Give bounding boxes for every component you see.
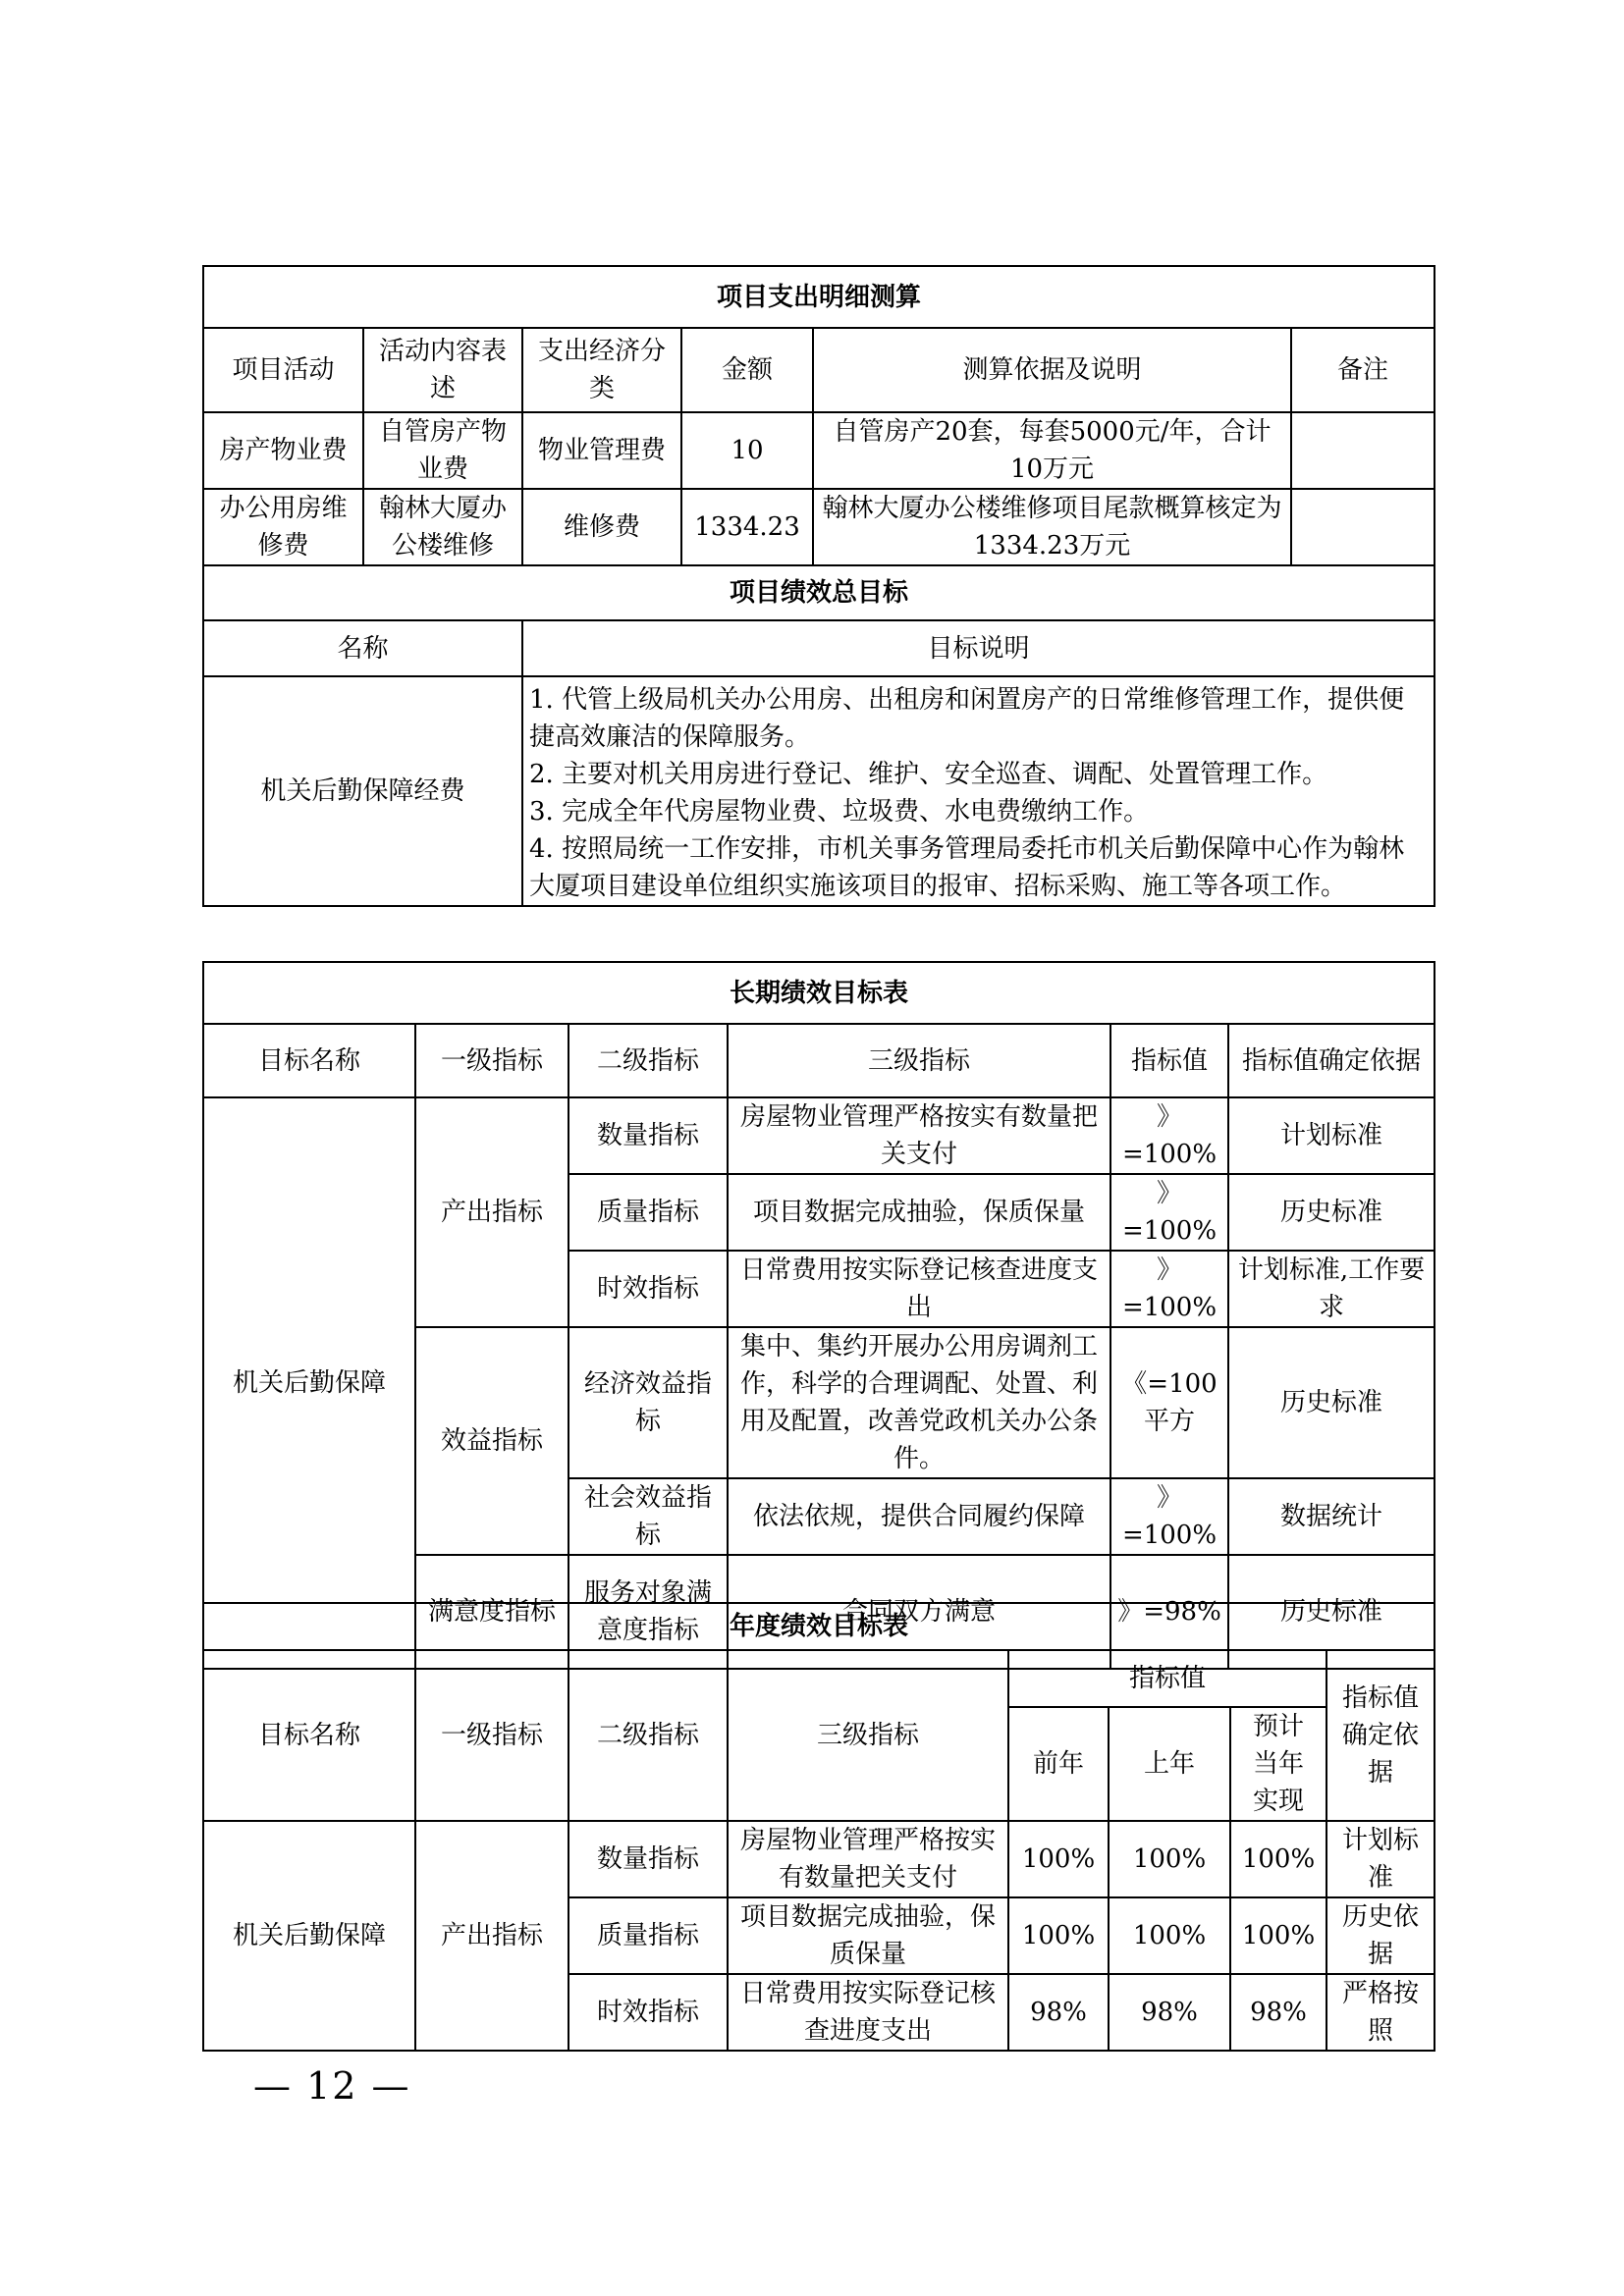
- prev-year-value: 100%: [1008, 1821, 1109, 1897]
- cell-remark: [1291, 489, 1435, 565]
- goal-name: 机关后勤保障: [203, 1097, 415, 1669]
- level1-satisfaction: 满意度指标: [415, 1555, 568, 1669]
- header-remark: 备注: [1291, 328, 1435, 412]
- goal-line: 3. 完成全年代房屋物业费、垃圾费、水电费缴纳工作。: [529, 797, 1150, 827]
- value: 》=100%: [1110, 1251, 1228, 1327]
- goal-line: 1. 代管上级局机关办公用房、出租房和闲置房产的日常维修管理工作，提供便捷高效廉洁的保障服务。: [529, 685, 1405, 752]
- header-level3: 三级指标: [728, 1650, 1008, 1821]
- expected-value: 100%: [1230, 1821, 1326, 1897]
- cell-content: 自管房产物业费: [363, 412, 522, 489]
- level3: 项目数据完成抽验，保质保量: [728, 1174, 1110, 1251]
- overall-name: 机关后勤保障经费: [203, 676, 522, 906]
- header-basis: 指标值确定依据: [1326, 1650, 1435, 1821]
- cell-activity: 办公用房维修费: [203, 489, 363, 565]
- last-year-value: 100%: [1109, 1821, 1230, 1897]
- header-value: 指标值: [1008, 1650, 1326, 1707]
- cell-remark: [1291, 412, 1435, 489]
- level2: 社会效益指标: [568, 1478, 728, 1555]
- overall-goal-title: 项目绩效总目标: [203, 565, 1435, 620]
- goal-line: 4. 按照局统一工作安排，市机关事务管理局委托市机关后勤保障中心作为翰林大厦项目建设单位组织实施该项目的报审、招标采购、施工等各项工作。: [529, 834, 1405, 901]
- overall-description: [522, 676, 1435, 906]
- prev-year-value: 98%: [1008, 1974, 1109, 2051]
- basis: 计划标准,工作要求: [1228, 1251, 1435, 1327]
- basis: 计划标准: [1228, 1097, 1435, 1174]
- header-value: 指标值: [1110, 1024, 1228, 1097]
- budget-detail-table: [202, 265, 1435, 907]
- header-expected: 预计当年实现: [1230, 1707, 1326, 1821]
- header-level3: 三级指标: [728, 1024, 1110, 1097]
- header-level2: 二级指标: [568, 1650, 728, 1821]
- header-goal-name: 目标名称: [203, 1024, 415, 1097]
- table-row: [203, 1097, 1435, 1174]
- basis: 历史标准: [1228, 1174, 1435, 1251]
- last-year-value: 98%: [1109, 1974, 1230, 2051]
- table-row: [203, 412, 1435, 489]
- overall-name-header: 名称: [203, 620, 522, 676]
- level3: 房屋物业管理严格按实有数量把关支付: [728, 1821, 1008, 1897]
- basis: 历史标准: [1228, 1327, 1435, 1478]
- goal-name: 机关后勤保障: [203, 1821, 415, 2051]
- header-amount: 金额: [681, 328, 813, 412]
- level2: 经济效益指标: [568, 1327, 728, 1478]
- level2: 数量指标: [568, 1097, 728, 1174]
- longterm-goal-table: [202, 961, 1435, 1670]
- level1-output: 产出指标: [415, 1097, 568, 1327]
- annual-goal-table: [202, 1602, 1435, 2052]
- value: 》=100%: [1110, 1097, 1228, 1174]
- level2: 数量指标: [568, 1821, 728, 1897]
- prev-year-value: 100%: [1008, 1897, 1109, 1974]
- budget-title: 项目支出明细测算: [203, 266, 1435, 328]
- basis: 计划标准: [1326, 1821, 1435, 1897]
- annual-title: 年度绩效目标表: [203, 1603, 1435, 1650]
- goal-line: 2. 主要对机关用房进行登记、维护、安全巡查、调配、处置管理工作。: [529, 760, 1328, 789]
- cell-amount: 10: [681, 412, 813, 489]
- expected-value: 100%: [1230, 1897, 1326, 1974]
- level2: 时效指标: [568, 1251, 728, 1327]
- basis: 历史标准: [1228, 1555, 1435, 1669]
- cell-amount: 1334.23: [681, 489, 813, 565]
- cell-content: 翰林大厦办公楼维修: [363, 489, 522, 565]
- header-level1: 一级指标: [415, 1650, 568, 1821]
- header-activity: 项目活动: [203, 328, 363, 412]
- header-level1: 一级指标: [415, 1024, 568, 1097]
- level3: 日常费用按实际登记核查进度支出: [728, 1974, 1008, 2051]
- value: 《=100平方: [1110, 1327, 1228, 1478]
- level3: 集中、集约开展办公用房调剂工作，科学的合理调配、处置、利用及配置，改善党政机关办公条件。: [728, 1327, 1110, 1478]
- level3: 合同双方满意: [728, 1555, 1110, 1669]
- header-last-year: 上年: [1109, 1707, 1230, 1821]
- cell-activity: 房产物业费: [203, 412, 363, 489]
- basis: 严格按照: [1326, 1974, 1435, 2051]
- level1-benefit: 效益指标: [415, 1327, 568, 1555]
- level3: 房屋物业管理严格按实有数量把关支付: [728, 1097, 1110, 1174]
- header-content: 活动内容表述: [363, 328, 522, 412]
- cell-basis: 翰林大厦办公楼维修项目尾款概算核定为1334.23万元: [813, 489, 1291, 565]
- level2: 服务对象满意度指标: [568, 1555, 728, 1669]
- header-level2: 二级指标: [568, 1024, 728, 1097]
- level3: 项目数据完成抽验，保质保量: [728, 1897, 1008, 1974]
- header-basis: 测算依据及说明: [813, 328, 1291, 412]
- level2: 时效指标: [568, 1974, 728, 2051]
- level3: 依法依规，提供合同履约保障: [728, 1478, 1110, 1555]
- header-econ-class: 支出经济分类: [522, 328, 681, 412]
- value: 》=98%: [1110, 1555, 1228, 1669]
- level3: 日常费用按实际登记核查进度支出: [728, 1251, 1110, 1327]
- header-basis: 指标值确定依据: [1228, 1024, 1435, 1097]
- last-year-value: 100%: [1109, 1897, 1230, 1974]
- table-row: [203, 1821, 1435, 1897]
- cell-econ-class: 维修费: [522, 489, 681, 565]
- expected-value: 98%: [1230, 1974, 1326, 2051]
- basis: 数据统计: [1228, 1478, 1435, 1555]
- longterm-title: 长期绩效目标表: [203, 962, 1435, 1024]
- table-row: [203, 489, 1435, 565]
- cell-econ-class: 物业管理费: [522, 412, 681, 489]
- header-goal-name: 目标名称: [203, 1650, 415, 1821]
- overall-desc-header: 目标说明: [522, 620, 1435, 676]
- level1-output: 产出指标: [415, 1821, 568, 2051]
- header-prev-year: 前年: [1008, 1707, 1109, 1821]
- page-number: — 12 —: [253, 2064, 411, 2108]
- value: 》=100%: [1110, 1478, 1228, 1555]
- level2: 质量指标: [568, 1174, 728, 1251]
- level2: 质量指标: [568, 1897, 728, 1974]
- cell-basis: 自管房产20套，每套5000元/年，合计10万元: [813, 412, 1291, 489]
- value: 》=100%: [1110, 1174, 1228, 1251]
- basis: 历史依据: [1326, 1897, 1435, 1974]
